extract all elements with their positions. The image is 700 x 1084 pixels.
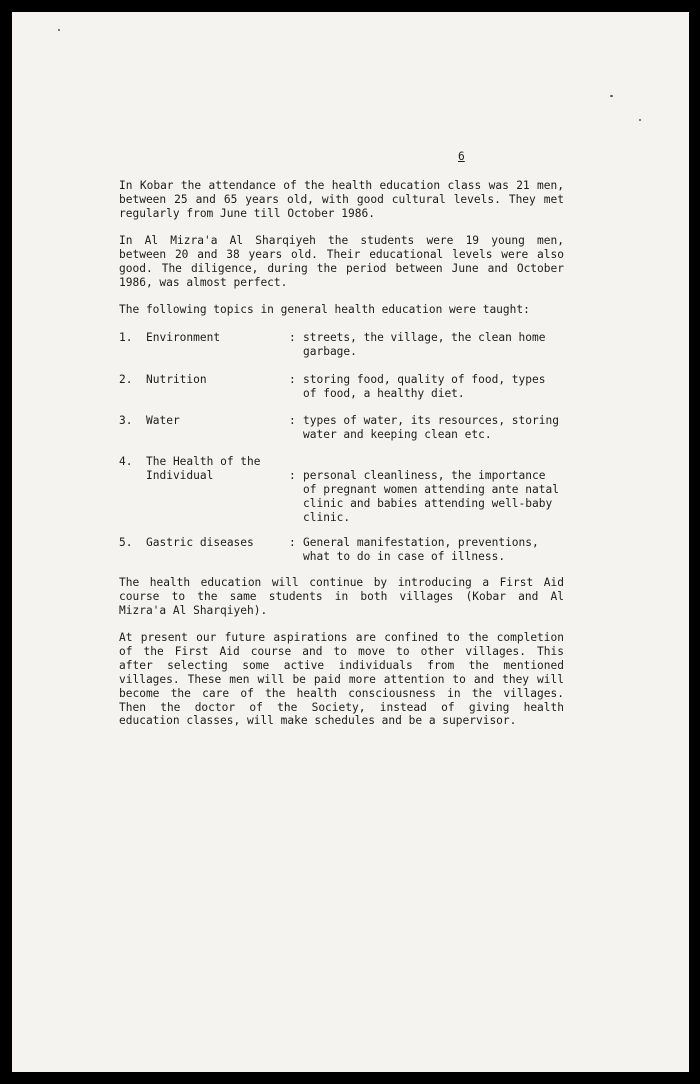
paragraph-kobar [119, 179, 564, 221]
topic-number: 2. [119, 373, 133, 386]
topic-number: 3. [119, 414, 133, 427]
topic-label: Water [146, 414, 180, 427]
topic-number: 4. [119, 455, 133, 468]
text-line: 1986, was almost perfect. [119, 275, 288, 289]
text-line: become the care of the health consciousness in the villages. [119, 686, 564, 700]
topic-colon: : [289, 414, 296, 427]
text-line: after selecting some active individuals from the mentioned [119, 658, 564, 672]
scan-speck [58, 29, 60, 31]
page-number: 6 [458, 150, 465, 163]
text-line: At present our future aspirations are confined to the completion [119, 631, 564, 644]
paragraph-topics-intro [119, 303, 564, 317]
topic-colon: : [289, 331, 296, 344]
text-line: Mizra'a Al Sharqiyeh). [119, 603, 268, 617]
topic-description: General manifestation, preventions, what to do in case of illness. [303, 536, 539, 563]
topic-label: Gastric diseases [146, 536, 254, 549]
text-line: between 20 and 38 years old. Their educational levels were also [119, 247, 564, 261]
topic-description: streets, the village, the clean home garbage. [303, 331, 546, 358]
topic-label: The Health of the Individual [146, 455, 261, 482]
text-line: regularly from June till October 1986. [119, 206, 375, 220]
topic-colon: : [289, 469, 296, 482]
topic-colon: : [289, 536, 296, 549]
text-line: In Kobar the attendance of the health education class was 21 men, [119, 179, 564, 192]
topic-label: Environment [146, 331, 221, 344]
topic-description: personal cleanliness, the importance of pregnant women attending ante natal clinic and babies attending well-baby clinic. [303, 469, 559, 524]
paragraph-mizraa [119, 234, 564, 290]
scan-speck [639, 119, 641, 121]
document-page [12, 12, 689, 1072]
topic-label: Nutrition [146, 373, 207, 386]
text-line: villages. These men will be paid more attention to and they will [119, 672, 564, 686]
topic-number: 5. [119, 536, 133, 549]
paragraph-first-aid [119, 576, 564, 618]
topic-description: types of water, its resources, storing water and keeping clean etc. [303, 414, 559, 441]
paragraph-aspirations [119, 631, 564, 728]
text-line: The following topics in general health education were taught: [119, 303, 530, 316]
text-line: of the First Aid course and to move to other villages. This [119, 644, 564, 658]
topic-number: 1. [119, 331, 133, 344]
text-line: education classes, will make schedules and be a supervisor. [119, 714, 517, 728]
text-line: The health education will continue by introducing a First Aid [119, 576, 564, 589]
text-line: good. The diligence, during the period between June and October [119, 261, 564, 275]
text-line: In Al Mizra'a Al Sharqiyeh the students were 19 young men, [119, 234, 564, 247]
text-line: between 25 and 65 years old, with good cultural levels. They met [119, 192, 564, 206]
text-line: Then the doctor of the Society, instead of giving health [119, 700, 564, 714]
topic-description: storing food, quality of food, types of food, a healthy diet. [303, 373, 546, 400]
text-line: course to the same students in both villages (Kobar and Al [119, 589, 564, 603]
scan-speck [610, 95, 613, 97]
topic-colon: : [289, 373, 296, 386]
